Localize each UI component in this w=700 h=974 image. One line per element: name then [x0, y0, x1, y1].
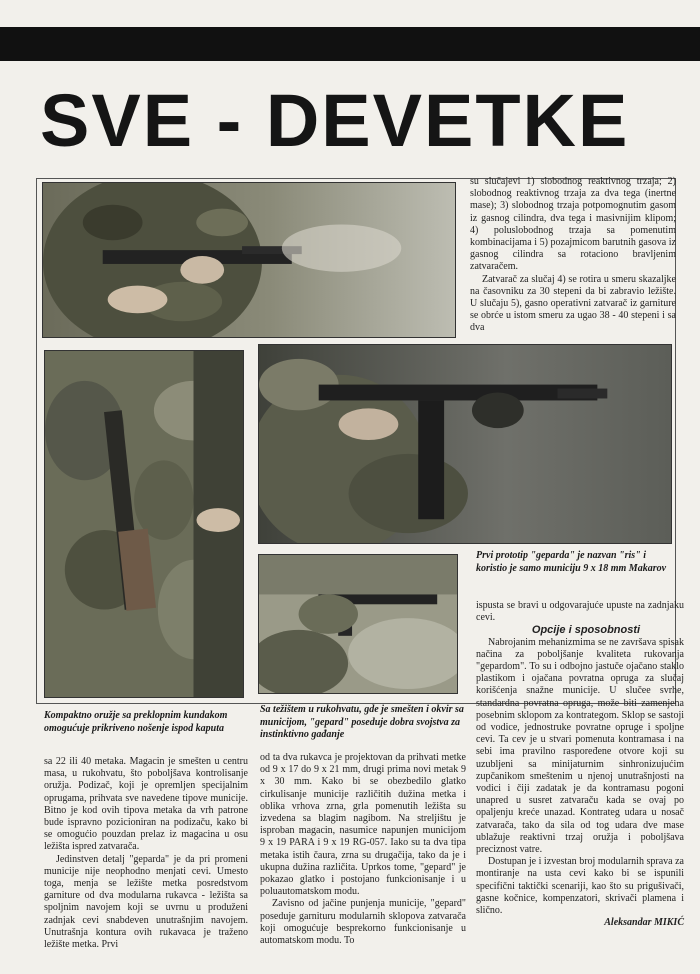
section-subheading: Opcije i sposobnosti	[531, 624, 641, 637]
caption-grip-balance: Sa težištem u rukohvatu, gde je smešten i okvir sa municijom, "gepard" poseduje dobra svojstva za instinktivno gađanje	[260, 704, 464, 740]
text-column-bottom-left	[44, 756, 248, 951]
paragraph: Nabrojanim mehanizmima se ne završava spisak načina za poboljšanje kvaliteta rukovanja "gepardom". To su i odbojno jastuče ojačano staklo plastikom i ojačana povratna opruga za slučaj korišćenja snažne municije. U slučee svrhe, standardna povratna opruga, može biti zamenjena posebnim sklopom za kontrategom. Sklop se sastoji od vodice, jednostruke povratne opruge i spoljne cevi. Ta cev je u stvari pomenuta kontramasa i na sebi ima pravilno raspoređene otvore koji su uzubljeni sa minijaturnim sinhronizujućim zupčanikom smeštenim u njenoj unutrašnjosti na vodici i čiji zadatak je da kontramasu pogoni unapred u susret zatvaraču kada se ovaj po opaljenju kreće unazad. Kontrateg udara u nosač zatvarača, tako da sila od tog udara dve mase ublažuje reaktivni trzaj oružja i poboljšava preciznost vatre.	[476, 636, 684, 856]
paragraph: sa 22 ili 40 metaka. Magacin je smešten u centru masa, u rukohvatu, što poboljšava kontrolisanje oružja. Podizač, koji je opremljen specijalnim oprugama, prihvata sve navedene tipove municije. Bitno je kod ovih tipova metaka da vrh patrone bude ispravno pozicioniran na podizaču, kako bi se omogućio pouzdan prelaz iz magacina u osu ležišta ispred zatvarača.	[44, 756, 248, 853]
text-column-bottom-middle	[260, 752, 466, 947]
photo-soldier-grass	[258, 554, 458, 694]
header-black-bar	[0, 27, 700, 61]
paragraph: Zatvarač za slučaj 4) se rotira u smeru skazaljke na časovniku za 30 stepeni da bi zabravio ležište. U slučaju 5), gasno operativni zatvarač iz garniture se obrće u istom smeru za ugao 38 - 40 stepeni i sa dva	[470, 273, 676, 334]
text-column-top-right	[470, 176, 676, 335]
paragraph: su slučajevi 1) slobodnog reaktivnog trzaja; 2) slobodnog reaktivnog trzaja za dva tega (inertne mase); 3) slobodnog trzaja potpomognutim gasom iz gasnog cilindra, dva tega i masivnijim klipom; 4) poluslobodnog trzaja sa pomenutim kombinacijama i 5) pozajmicom barutnih gasova iz gasnog cilindra sa rotaciono bravljenim zatvaračem.	[470, 176, 676, 273]
paragraph: Dostupan je i izvestan broj modularnih sprava za montiranje na usta cevi kako bi se ispunili specifični taktički scenariji, kao što su prigušivači, gasne kočnice, kompenzatori, skrivači plamena i slično.	[476, 856, 684, 917]
paragraph: ispusta se bravi u odgovarajuće upuste na zadnjaku cevi.	[476, 600, 684, 624]
paragraph: Jedinstven detalj "geparda" je da pri promeni municije nije neophodno menjati cevi. Umesto toga, menja se ležište metka posredstvom garniture od dva modularna rukavca - ležišta sa spoljnim navojem koji se uvrnu u produženi zadnjak cevi snabdeven unutrašnjim navojem. Unutrašnja kontura ovih rukavaca je traženo ležište metka. Prvi	[44, 853, 248, 951]
photo-soldier-firing-top	[42, 182, 456, 338]
article-title: SVE - DEVETKE	[40, 79, 630, 162]
text-column-bottom-right	[476, 600, 684, 929]
paragraph: od ta dva rukavca je projektovan da prihvati metke od 9 x 17 do 9 x 21 mm, drugi prima novi metak 9 x 30 mm. Kako bi se obezbedilo glatko cirkulisanje municije različitih dužina metka i oblika vrhova zrna, grla pomenutih ležišta su izvedena sa blagim nagibom. Na streljištu je isproban magacin, nasumice napunjen municijom 9 x 19 PARA i 9 x 19 RG-057. Iako su ta dva tipa metaka istih čaura, zrna su drugačija, tako da je i ukupna dužina različita. Uprkos tome, "gepard" je pokazao glatko i postojano funkcionisanje i u poluautomatskom modu.	[260, 752, 466, 898]
caption-concealed-carry: Kompaktno oružje sa preklopnim kundakom omogućuje prikriveno nošenje ispod kaputa	[44, 710, 228, 734]
paragraph: Zavisno od jačine punjenja municije, "gepard" poseduje garnituru modularnih sklopova zatvarača koji omogućuje besprekorno funkcionisanje u automatskom modu. To	[260, 898, 466, 947]
author-signature: Aleksandar MIKIĆ	[604, 917, 684, 929]
photo-concealed-carry	[44, 350, 244, 698]
caption-prototype-ris: Prvi prototip "geparda" je nazvan "ris" i koristio je samo municiju 9 x 18 mm Makarov	[476, 550, 667, 574]
photo-soldier-firing-side	[258, 344, 672, 544]
